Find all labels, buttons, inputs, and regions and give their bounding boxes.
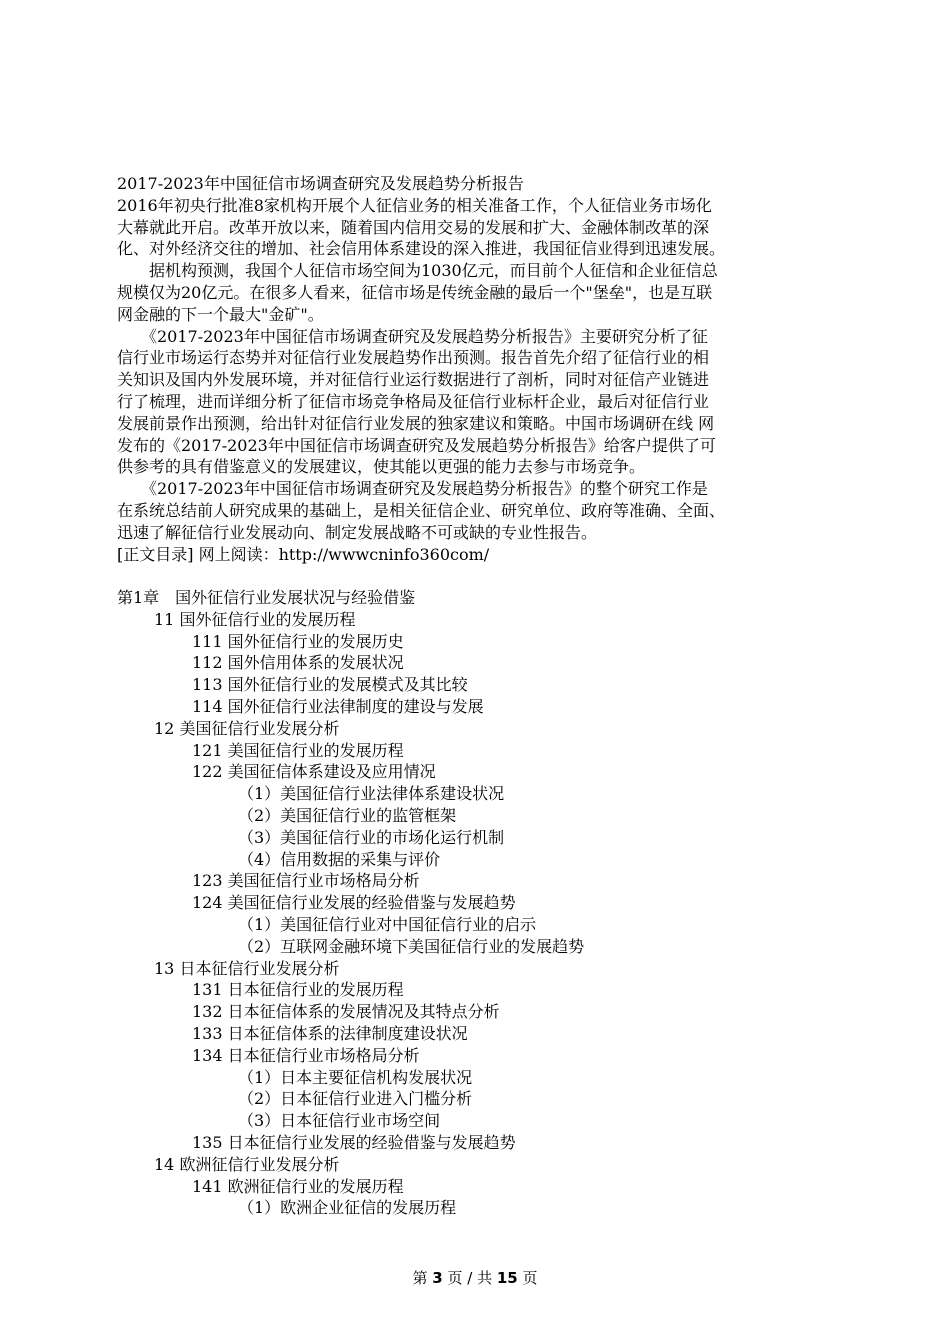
intro-line: 迅速了解征信行业发展动向、制定发展战略不可或缺的专业性报告。 xyxy=(117,522,598,542)
footer-middle: 页 / 共 xyxy=(447,1269,493,1287)
toc-subitem: （4）信用数据的采集与评价 xyxy=(238,849,441,869)
intro-line: 《2017-2023年中国征信市场调查研究及发展趋势分析报告》的整个研究工作是 xyxy=(117,479,708,499)
intro-line: 在系统总结前人研究成果的基础上，是相关征信企业、研究单位、政府等准确、全面、 xyxy=(117,500,726,520)
table-of-contents xyxy=(117,587,837,1219)
toc-subitem: （1）日本主要征信机构发展状况 xyxy=(238,1067,473,1087)
toc-chapter: 第1章 国外征信行业发展状况与经验借鉴 xyxy=(117,588,416,607)
intro-line: 规模仅为20亿元。在很多人看来，征信市场是传统金融的最后一个"堡垒"，也是互联 xyxy=(117,282,713,302)
toc-subsection: 112 国外信用体系的发展状况 xyxy=(192,653,404,673)
toc-subsection: 133 日本征信体系的法律制度建设状况 xyxy=(192,1023,468,1043)
intro-line: [正文目录] 网上阅读：http://wwwcninfo360com/ xyxy=(117,544,490,564)
report-title: 2017-2023年中国征信市场调查研究及发展趋势分析报告 xyxy=(117,174,524,193)
intro-line: 《2017-2023年中国征信市场调查研究及发展趋势分析报告》主要研究分析了征 xyxy=(117,326,708,346)
toc-subitem: （1）美国征信行业法律体系建设状况 xyxy=(238,784,505,804)
toc-subsection: 135 日本征信行业发展的经验借鉴与发展趋势 xyxy=(192,1132,516,1152)
toc-section: 13 日本征信行业发展分析 xyxy=(154,958,340,978)
toc-subsection: 122 美国征信体系建设及应用情况 xyxy=(192,762,436,782)
toc-section: 12 美国征信行业发展分析 xyxy=(154,718,340,738)
intro-line: 供参考的具有借鉴意义的发展建议，使其能以更强的能力去参与市场竞争。 xyxy=(117,457,646,477)
intro-line: 大幕就此开启。改革开放以来，随着国内信用交易的发展和扩大、金融体制改革的深 xyxy=(117,217,710,237)
page-footer xyxy=(0,1267,950,1288)
report-intro xyxy=(117,195,837,566)
toc-subsection: 114 国外征信行业法律制度的建设与发展 xyxy=(192,696,484,716)
intro-line: 化、对外经济交往的增加、社会信用体系建设的深入推进，我国征信业得到迅速发展。 xyxy=(117,239,726,259)
intro-line: 信行业市场运行态势并对征信行业发展趋势作出预测。报告首先介绍了征信行业的相 xyxy=(117,348,710,368)
toc-subitem: （1）欧洲企业征信的发展历程 xyxy=(238,1198,457,1218)
toc-subitem: （2）互联网金融环境下美国征信行业的发展趋势 xyxy=(238,936,585,956)
toc-subitem: （2）美国征信行业的监管框架 xyxy=(238,805,457,825)
intro-line: 据机构预测，我国个人征信市场空间为1030亿元，而目前个人征信和企业征信总 xyxy=(117,261,718,281)
current-page-number: 3 xyxy=(432,1269,443,1287)
toc-subitem: （3）美国征信行业的市场化运行机制 xyxy=(238,827,505,847)
toc-subsection: 141 欧洲征信行业的发展历程 xyxy=(192,1176,404,1196)
intro-line: 发展前景作出预测，给出针对征信行业发展的独家建议和策略。中国市场调研在线 网 xyxy=(117,413,715,433)
toc-subsection: 121 美国征信行业的发展历程 xyxy=(192,740,404,760)
footer-prefix: 第 xyxy=(412,1269,428,1287)
toc-section: 11 国外征信行业的发展历程 xyxy=(154,609,356,629)
toc-subsection: 113 国外征信行业的发展模式及其比较 xyxy=(192,675,468,695)
toc-subitem: （3）日本征信行业市场空间 xyxy=(238,1111,441,1131)
toc-subsection: 131 日本征信行业的发展历程 xyxy=(192,980,404,1000)
total-pages-number: 15 xyxy=(496,1269,518,1287)
toc-subitem: （2）日本征信行业进入门槛分析 xyxy=(238,1089,473,1109)
report-body xyxy=(117,173,837,565)
toc-section: 14 欧洲征信行业发展分析 xyxy=(154,1154,340,1174)
toc-subsection: 124 美国征信行业发展的经验借鉴与发展趋势 xyxy=(192,893,516,913)
toc-subsection: 123 美国征信行业市场格局分析 xyxy=(192,871,420,891)
intro-line: 关知识及国内外发展环境，并对征信行业运行数据进行了剖析，同时对征信产业链进 xyxy=(117,370,710,390)
intro-line: 2016年初央行批准8家机构开展个人征信业务的相关准备工作，个人征信业务市场化 xyxy=(117,195,712,215)
toc-subsection: 134 日本征信行业市场格局分析 xyxy=(192,1045,420,1065)
toc-subitem: （1）美国征信行业对中国征信行业的启示 xyxy=(238,914,537,934)
intro-line: 发布的《2017-2023年中国征信市场调查研究及发展趋势分析报告》给客户提供了可 xyxy=(117,435,716,455)
toc-subsection: 111 国外征信行业的发展历史 xyxy=(192,631,404,651)
intro-line: 网金融的下一个最大"金矿"。 xyxy=(117,304,324,324)
toc-subsection: 132 日本征信体系的发展情况及其特点分析 xyxy=(192,1002,500,1022)
intro-line: 行了梳理，进而详细分析了征信市场竞争格局及征信行业标杆企业，最后对征信行业 xyxy=(117,391,710,411)
footer-suffix: 页 xyxy=(522,1269,538,1287)
